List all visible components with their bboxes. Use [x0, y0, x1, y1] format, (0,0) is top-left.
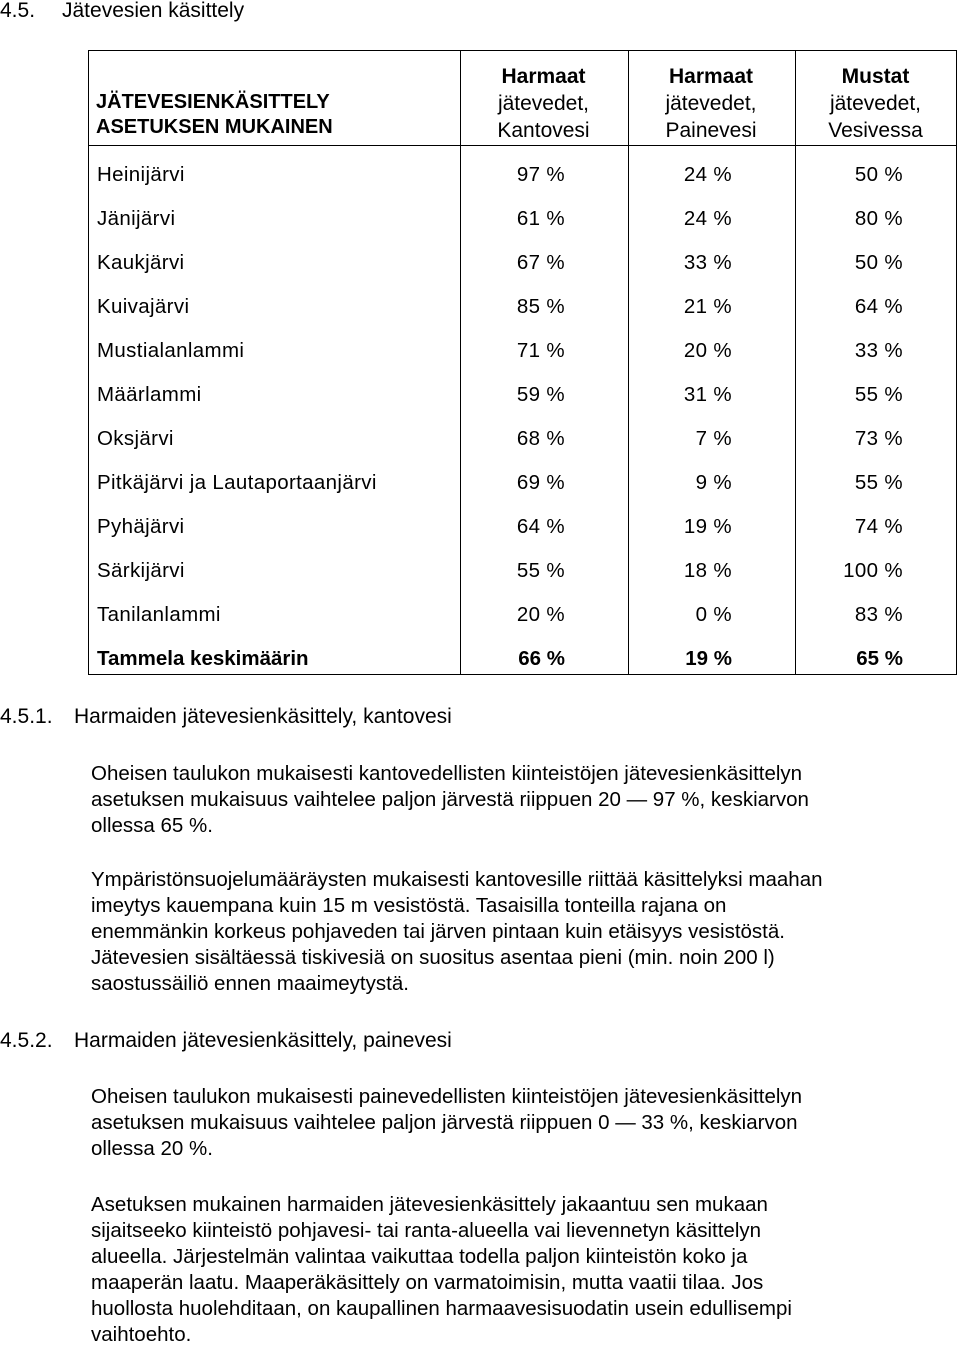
total-label: Tammela keskimäärin [97, 647, 309, 670]
value-vesivessa: 73 % [854, 427, 903, 450]
value-kantovesi: 68 % [516, 427, 565, 450]
lake-name: Pyhäjärvi [97, 515, 185, 538]
lake-name: Särkijärvi [97, 559, 185, 582]
value-kantovesi: 61 % [516, 207, 565, 230]
value-painevesi: 33 % [683, 251, 732, 274]
table-row [0, 294, 960, 320]
paragraph: Asetuksen mukainen harmaiden jätevesienkäsittely jakaantuu sen mukaan sijaitseeko kiinteistö pohjavesi- tai ranta-alueella vai lievennetyn käsittelyn alueella. Järjestelmän valintaa vaikuttaa todella paljon kiinteistön koko ja maaperän laatu. Maaperäkäsittely on varmatoimisin, mutta vaatii tilaa. Jos huollosta huolehditaan, on kaupallinen harmaavesisuodatin usein edullisempi vaihtoehto. [91, 1193, 792, 1346]
table-row [0, 426, 960, 452]
value-vesivessa: 55 % [854, 383, 903, 406]
value-painevesi: 19 % [683, 515, 732, 538]
value-painevesi: 24 % [683, 207, 732, 230]
table-total-row [0, 646, 960, 672]
paragraph: Oheisen taulukon mukaisesti kantovedellisten kiinteistöjen jätevesienkäsittelyn asetuksen mukaisuus vaihtelee paljon järvestä riippuen 20 — 97 %, keskiarvon ollessa 65 %. [91, 762, 809, 837]
table-row [0, 558, 960, 584]
value-vesivessa: 64 % [854, 295, 903, 318]
lake-name: Tanilanlammi [97, 603, 221, 626]
value-vesivessa: 100 % [843, 559, 903, 582]
table-row [0, 338, 960, 364]
value-kantovesi: 97 % [516, 163, 565, 186]
value-kantovesi: 85 % [516, 295, 565, 318]
paragraph: Ympäristönsuojelumääräysten mukaisesti kantovesille riittää käsittelyksi maahan imeytys kauempana kuin 15 m vesistöstä. Tasaisilla tonteilla rajana on enemmänkin korkeus pohjaveden tai järven pintaan kuin etäisyys vesistöstä. Jätevesien sisältäessä tiskivesiä on suositus asentaa pieni (min. noin 200 l) saostussäiliö ennen maaimeytystä. [91, 868, 823, 995]
subsection-title: Harmaiden jätevesienkäsittely, painevesi [74, 1029, 452, 1052]
value-painevesi: 7 % [695, 427, 732, 450]
subsection-heading-painevesi [0, 1029, 452, 1053]
table-row [0, 602, 960, 628]
table-row [0, 206, 960, 232]
value-kantovesi: 59 % [516, 383, 565, 406]
subsection-number: 4.5.2. [0, 1029, 53, 1052]
value-vesivessa: 83 % [854, 603, 903, 626]
value-painevesi: 0 % [695, 603, 732, 626]
lake-name: Kaukjärvi [97, 251, 185, 274]
subsection-number: 4.5.1. [0, 705, 53, 728]
value-vesivessa: 80 % [854, 207, 903, 230]
column-header-painevesi: Harmaat jätevedet, Painevesi [665, 65, 757, 142]
table-row [0, 470, 960, 496]
section-heading [0, 0, 244, 23]
subsection-heading-kantovesi [0, 705, 452, 729]
value-vesivessa: 50 % [854, 163, 903, 186]
value-vesivessa: 74 % [854, 515, 903, 538]
column-header-kantovesi: Harmaat jätevedet, Kantovesi [497, 65, 590, 142]
value-painevesi: 18 % [683, 559, 732, 582]
table-row [0, 382, 960, 408]
lake-name: Mustialanlammi [97, 339, 245, 362]
value-kantovesi: 69 % [516, 471, 565, 494]
value-painevesi: 20 % [683, 339, 732, 362]
value-painevesi: 9 % [695, 471, 732, 494]
value-kantovesi: 67 % [516, 251, 565, 274]
lake-name: Jänijärvi [97, 207, 176, 230]
value-kantovesi: 20 % [516, 603, 565, 626]
subsection-title: Harmaiden jätevesienkäsittely, kantovesi [74, 705, 452, 728]
table-row [0, 250, 960, 276]
lake-name: Pitkäjärvi ja Lautaportaanjärvi [97, 471, 377, 494]
paragraph: Oheisen taulukon mukaisesti painevedellisten kiinteistöjen jätevesienkäsittelyn asetuksen mukaisuus vaihtelee paljon järvestä riippuen 0 — 33 %, keskiarvon ollessa 20 %. [91, 1085, 803, 1160]
value-painevesi: 24 % [683, 163, 732, 186]
lake-name: Määrlammi [97, 383, 202, 406]
total-kantovesi: 66 % [518, 647, 565, 670]
value-painevesi: 31 % [683, 383, 732, 406]
section-number: 4.5. [0, 0, 36, 22]
column-header-vesivessa: Mustat jätevedet, Vesivessa [828, 65, 923, 142]
lake-name: Kuivajärvi [97, 295, 190, 318]
value-vesivessa: 55 % [854, 471, 903, 494]
table-row [0, 162, 960, 188]
value-kantovesi: 64 % [516, 515, 565, 538]
value-vesivessa: 50 % [854, 251, 903, 274]
section-title: Jätevesien käsittely [62, 0, 245, 22]
lake-name: Heinijärvi [97, 163, 185, 186]
value-painevesi: 21 % [683, 295, 732, 318]
table-header-divider [89, 145, 956, 146]
value-vesivessa: 33 % [854, 339, 903, 362]
table-row [0, 514, 960, 540]
value-kantovesi: 71 % [516, 339, 565, 362]
value-kantovesi: 55 % [516, 559, 565, 582]
total-painevesi: 19 % [685, 647, 732, 670]
total-vesivessa: 65 % [856, 647, 903, 670]
table-header-label: JÄTEVESIENKÄSITTELY ASETUKSEN MUKAINEN [96, 91, 333, 138]
lake-name: Oksjärvi [97, 427, 174, 450]
